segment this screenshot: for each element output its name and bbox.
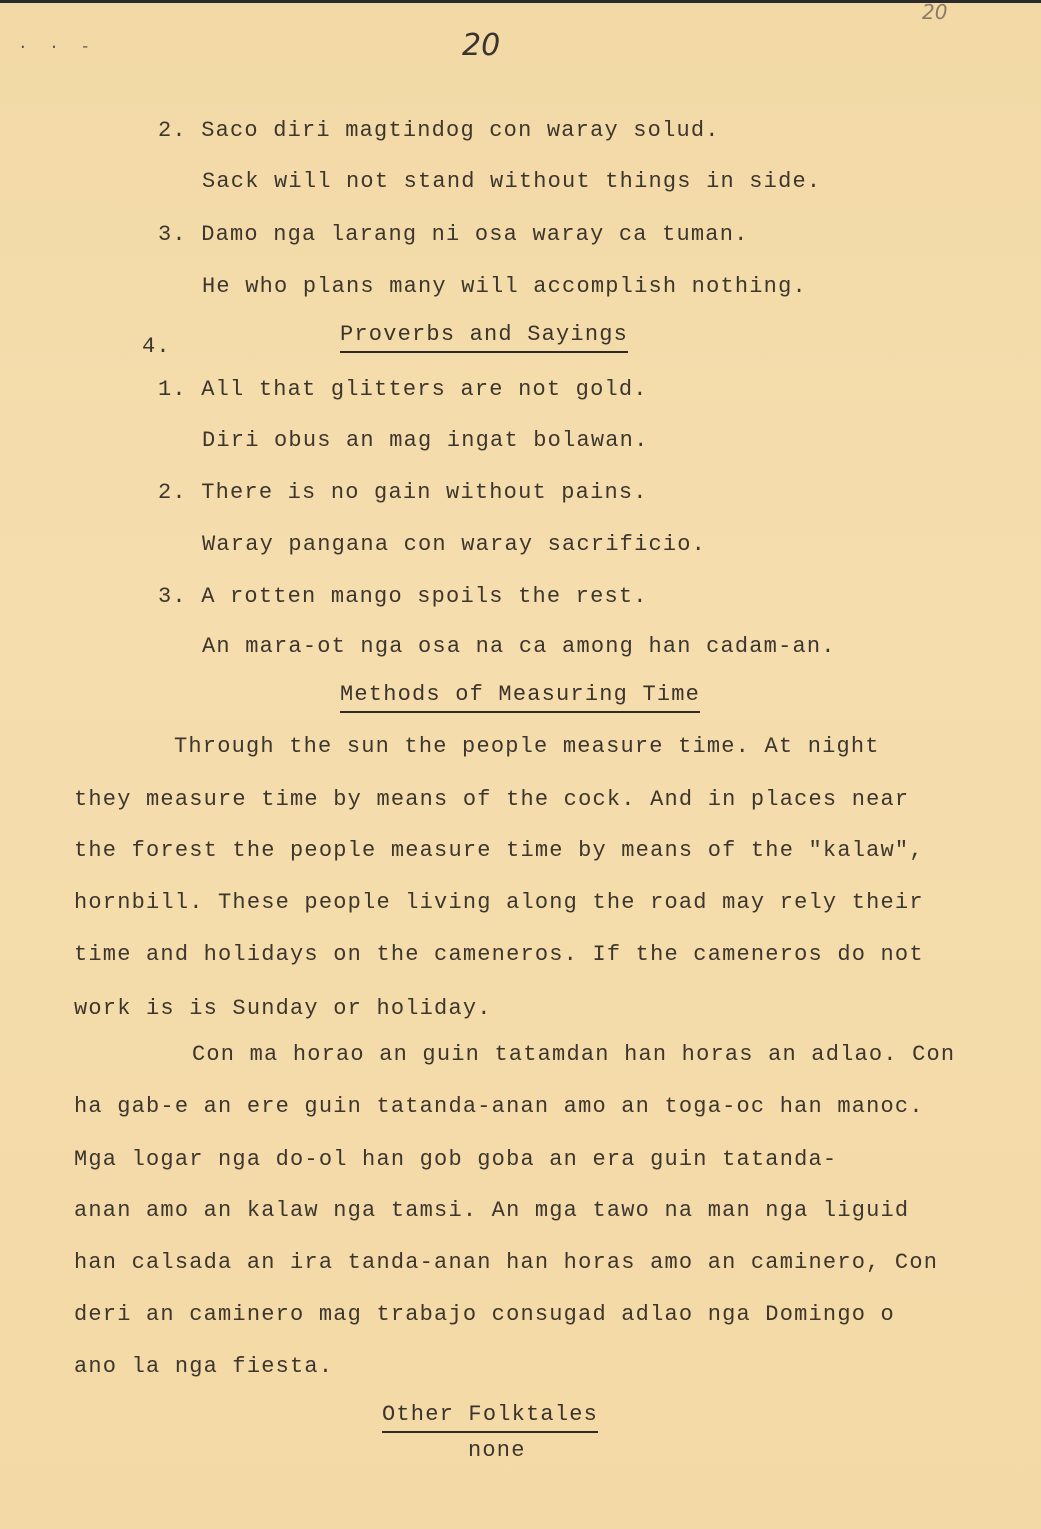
saying-text: A rotten mango spoils the rest. [201,584,648,609]
paragraph-2-line-5: han calsada an ira tanda-anan han horas amo an caminero, Con [74,1250,939,1275]
proverb-2-line [158,118,720,143]
proverb-2-translation: Sack will not stand without things in side. [202,169,822,194]
saying-2-line [158,480,648,505]
paragraph-2-line-4: anan amo an kalaw nga tamsi. An mga tawo na man nga liguid [74,1198,910,1223]
item-number: 3. [158,584,187,609]
item-number: 3. [158,222,187,247]
section-heading-measuring-time: Methods of Measuring Time [340,682,700,713]
paragraph-1-line-3: the forest the people measure time by means of the "kalaw", [74,838,924,863]
paragraph-2-line-7: ano la nga fiesta. [74,1354,334,1379]
item-number: 1. [158,377,187,402]
paragraph-1-line-1: Through the sun the people measure time. At night [174,734,880,759]
paragraph-2-line-2: ha gab-e an ere guin tatanda-anan amo an toga-oc han manoc. [74,1094,924,1119]
saying-1-translation: Diri obus an mag ingat bolawan. [202,428,649,453]
proverb-3-translation: He who plans many will accomplish nothing. [202,274,807,299]
section-number: 4. [142,334,171,359]
paragraph-1-line-2: they measure time by means of the cock. And in places near [74,787,910,812]
page-number: 20 [462,28,501,63]
section-heading-other-folktales: Other Folktales [382,1402,598,1433]
paragraph-1-line-6: work is is Sunday or holiday. [74,996,492,1021]
saying-text: All that glitters are not gold. [201,377,648,402]
other-folktales-value: none [468,1438,526,1463]
section-heading-proverbs: Proverbs and Sayings [340,322,628,353]
paragraph-2-line-6: deri an caminero mag trabajo consugad adlao nga Domingo o [74,1302,895,1327]
paragraph-1-line-5: time and holidays on the cameneros. If the cameneros do not [74,942,924,967]
saying-1-line [158,377,648,402]
corner-page-number: 20 [922,0,948,24]
saying-3-translation: An mara-ot nga osa na ca among han cadam-an. [202,634,836,659]
proverb-text: Saco diri magtindog con waray solud. [201,118,720,143]
item-number: 2. [158,480,187,505]
proverb-text: Damo nga larang ni osa waray ca tuman. [201,222,749,247]
margin-marks: · · - [18,38,97,56]
item-number: 2. [158,118,187,143]
top-edge-divider [0,0,1041,3]
paragraph-2-line-1: Con ma horao an guin tatamdan han horas an adlao. Con [192,1042,956,1067]
saying-3-line [158,584,648,609]
paragraph-2-line-3: Mga logar nga do-ol han gob goba an era guin tatanda- [74,1147,838,1172]
paragraph-1-line-4: hornbill. These people living along the road may rely their [74,890,924,915]
proverb-3-line [158,222,749,247]
saying-2-translation: Waray pangana con waray sacrificio. [202,532,707,557]
saying-text: There is no gain without pains. [201,480,648,505]
